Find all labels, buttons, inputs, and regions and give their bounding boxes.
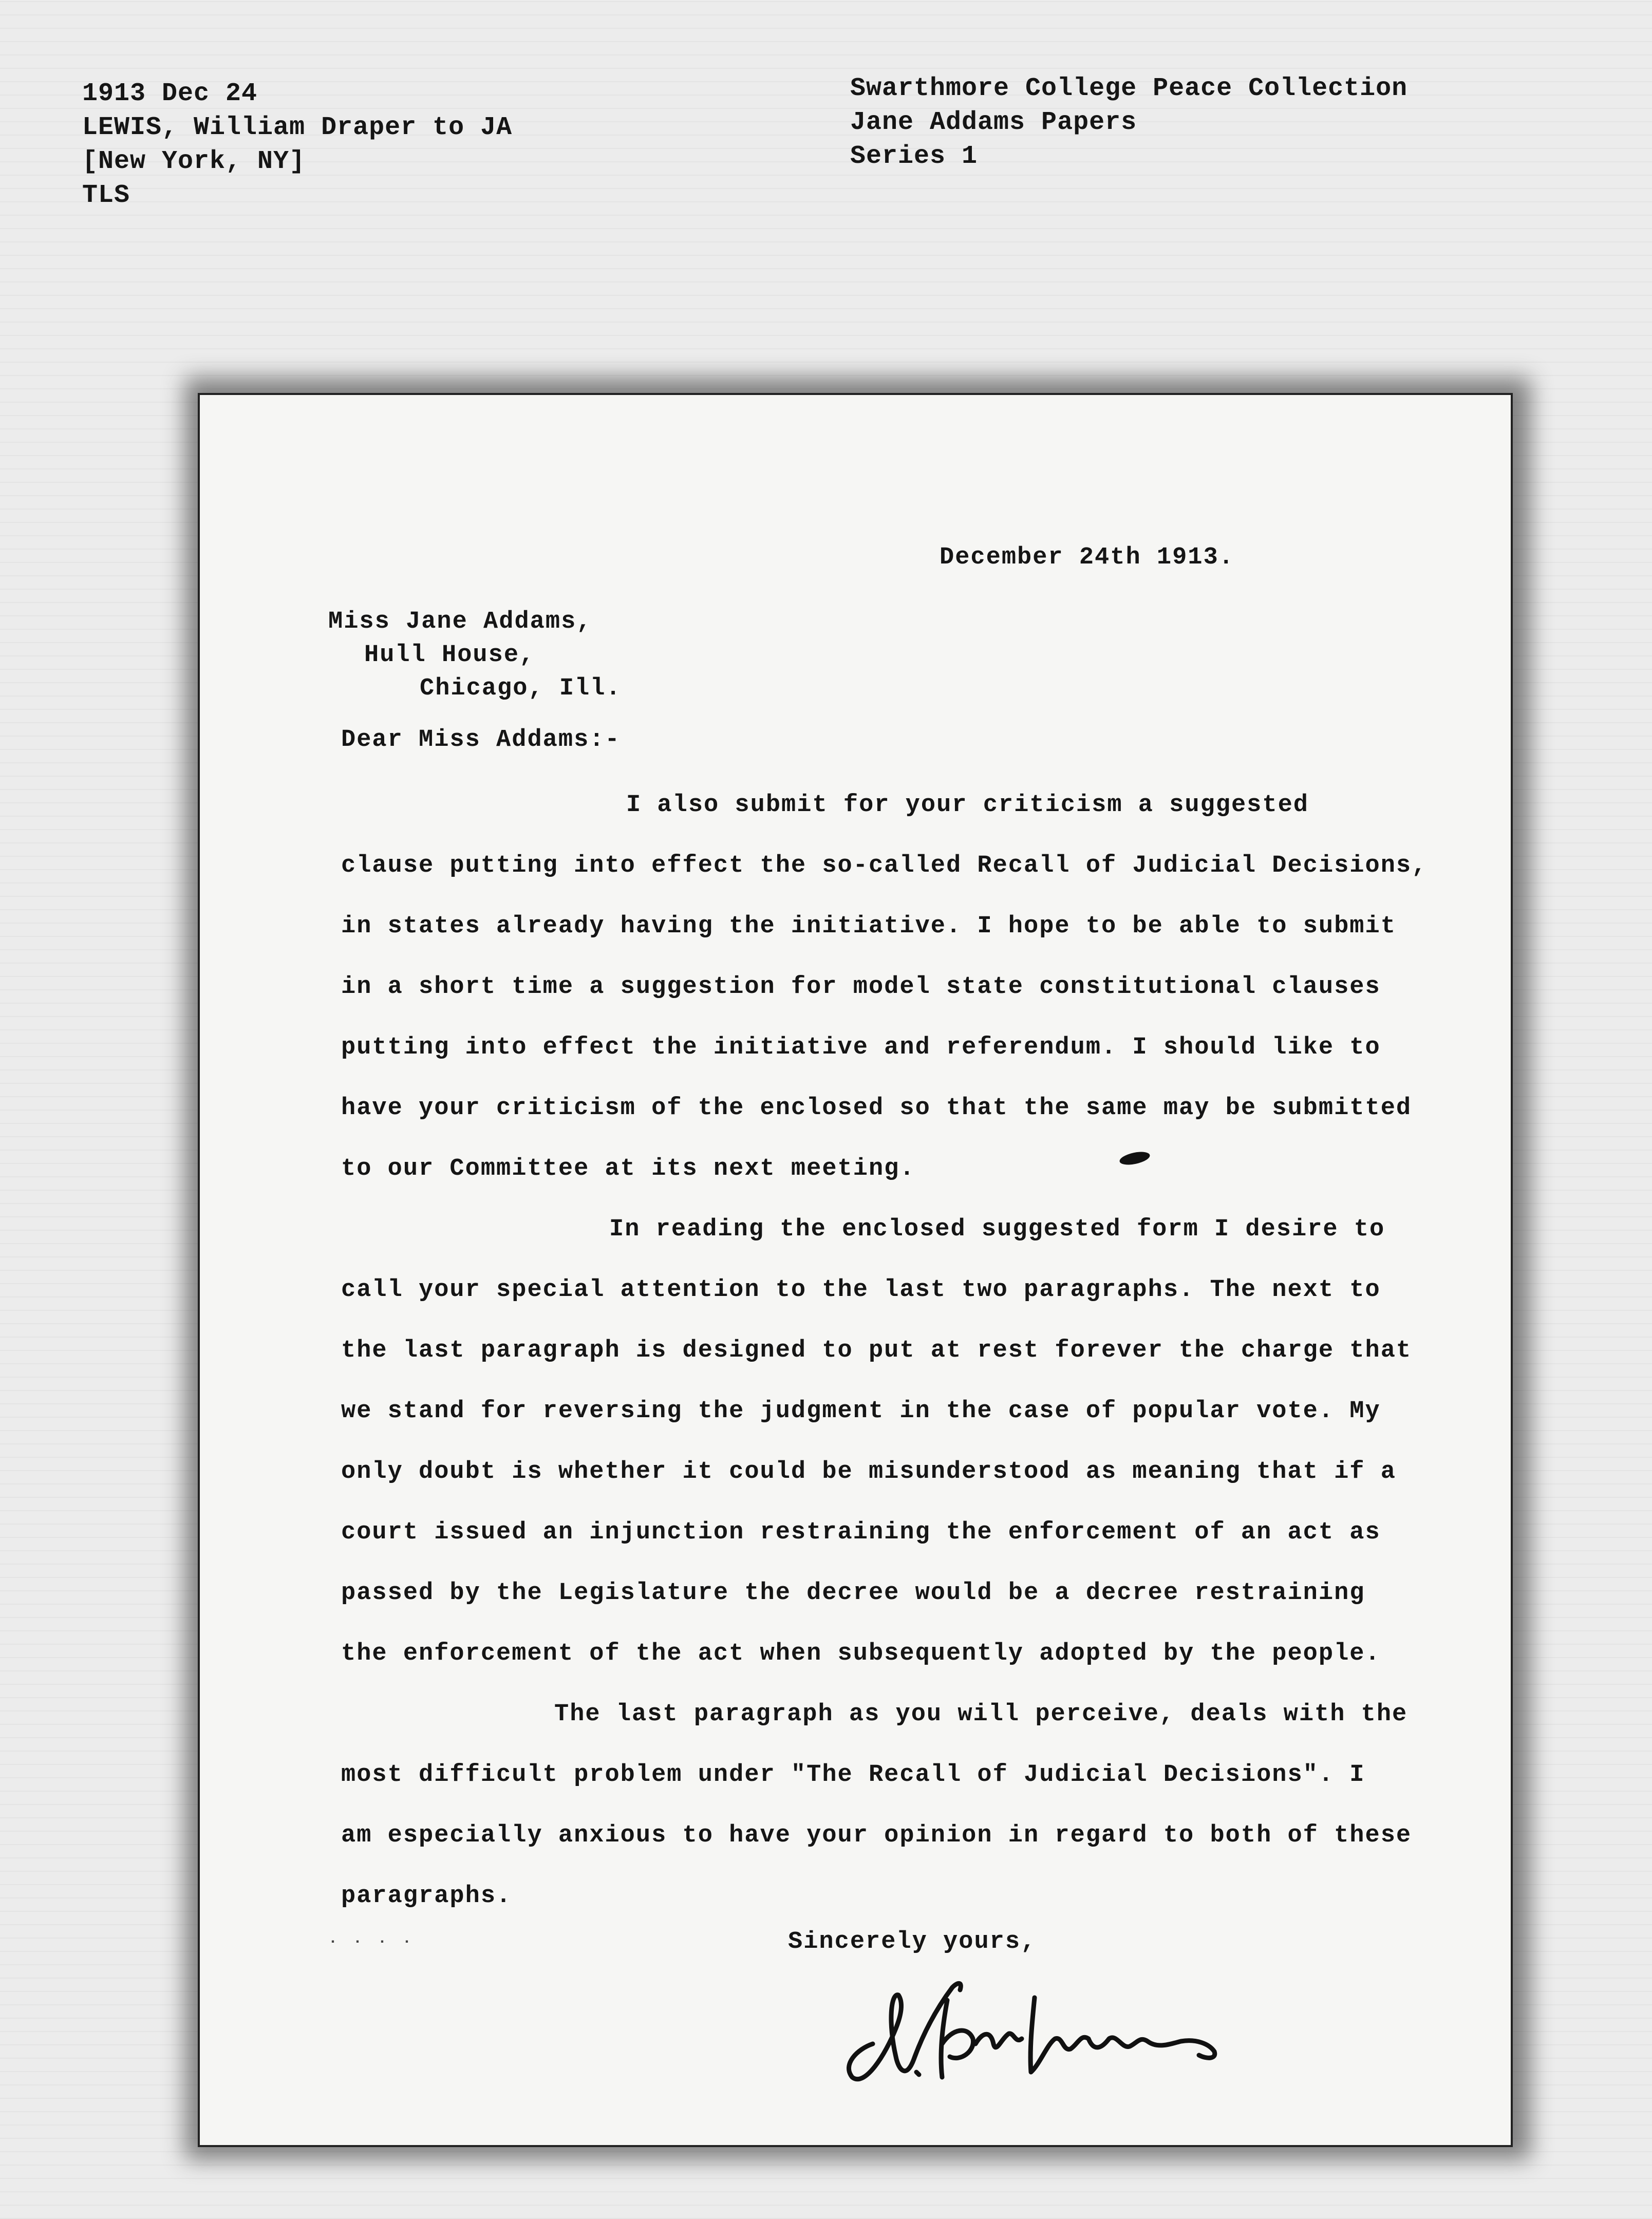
body-line: passed by the Legislature the decree would be a decree restraining (341, 1579, 1365, 1607)
recipient-city: Chicago, Ill. (420, 675, 622, 702)
recipient-name: Miss Jane Addams, (328, 608, 592, 635)
salutation: Dear Miss Addams:- (341, 726, 621, 754)
body-line: court issued an injunction restraining the enforcement of an act as (341, 1519, 1381, 1546)
ink-specks: · · · · (328, 1933, 415, 1951)
body-line: The last paragraph as you will perceive, deals with the (554, 1701, 1408, 1728)
archive-collection-info (850, 72, 1407, 174)
closing: Sincerely yours, (788, 1928, 1037, 1955)
catalog-correspondents: LEWIS, William Draper to JA (82, 113, 513, 142)
body-line: clause putting into effect the so-called Recall of Judicial Decisions, (341, 852, 1428, 879)
archive-catalog-info (82, 77, 512, 213)
body-line: have your criticism of the enclosed so that the same may be submitted (341, 1095, 1412, 1122)
collection-papers: Jane Addams Papers (850, 108, 1137, 137)
collection-series: Series 1 (850, 142, 978, 171)
catalog-date: 1913 Dec 24 (82, 79, 258, 108)
collection-name: Swarthmore College Peace Collection (850, 74, 1408, 103)
body-line: most difficult problem under "The Recall of Judicial Decisions". I (341, 1761, 1365, 1789)
catalog-place: [New York, NY] (82, 147, 306, 176)
body-line: in a short time a suggestion for model state constitutional clauses (341, 973, 1381, 1001)
body-line: we stand for reversing the judgment in the case of popular vote. My (341, 1398, 1381, 1425)
body-line: paragraphs. (341, 1883, 512, 1910)
letter-date: December 24th 1913. (940, 544, 1234, 571)
letter-body (341, 775, 1427, 1927)
letter-page (198, 393, 1513, 2147)
body-line: in states already having the initiative. I hope to be able to submit (341, 913, 1396, 940)
body-line: the last paragraph is designed to put at rest forever the charge that (341, 1337, 1412, 1364)
body-line: only doubt is whether it could be misunderstood as meaning that if a (341, 1458, 1396, 1485)
body-line: call your special attention to the last two paragraphs. The next to (341, 1276, 1381, 1304)
body-line: In reading the enclosed suggested form I desire to (609, 1216, 1385, 1243)
body-line: am especially anxious to have your opinion in regard to both of these (341, 1822, 1412, 1849)
body-line: to our Committee at its next meeting. (341, 1155, 915, 1182)
recipient-address-line: Hull House, (364, 642, 535, 669)
catalog-document-type: TLS (82, 181, 130, 210)
body-line: the enforcement of the act when subsequently adopted by the people. (341, 1640, 1381, 1667)
body-line: putting into effect the initiative and referendum. I should like to (341, 1034, 1381, 1061)
body-line: I also submit for your criticism a suggested (626, 792, 1309, 819)
handwritten-signature (837, 1967, 1237, 2100)
